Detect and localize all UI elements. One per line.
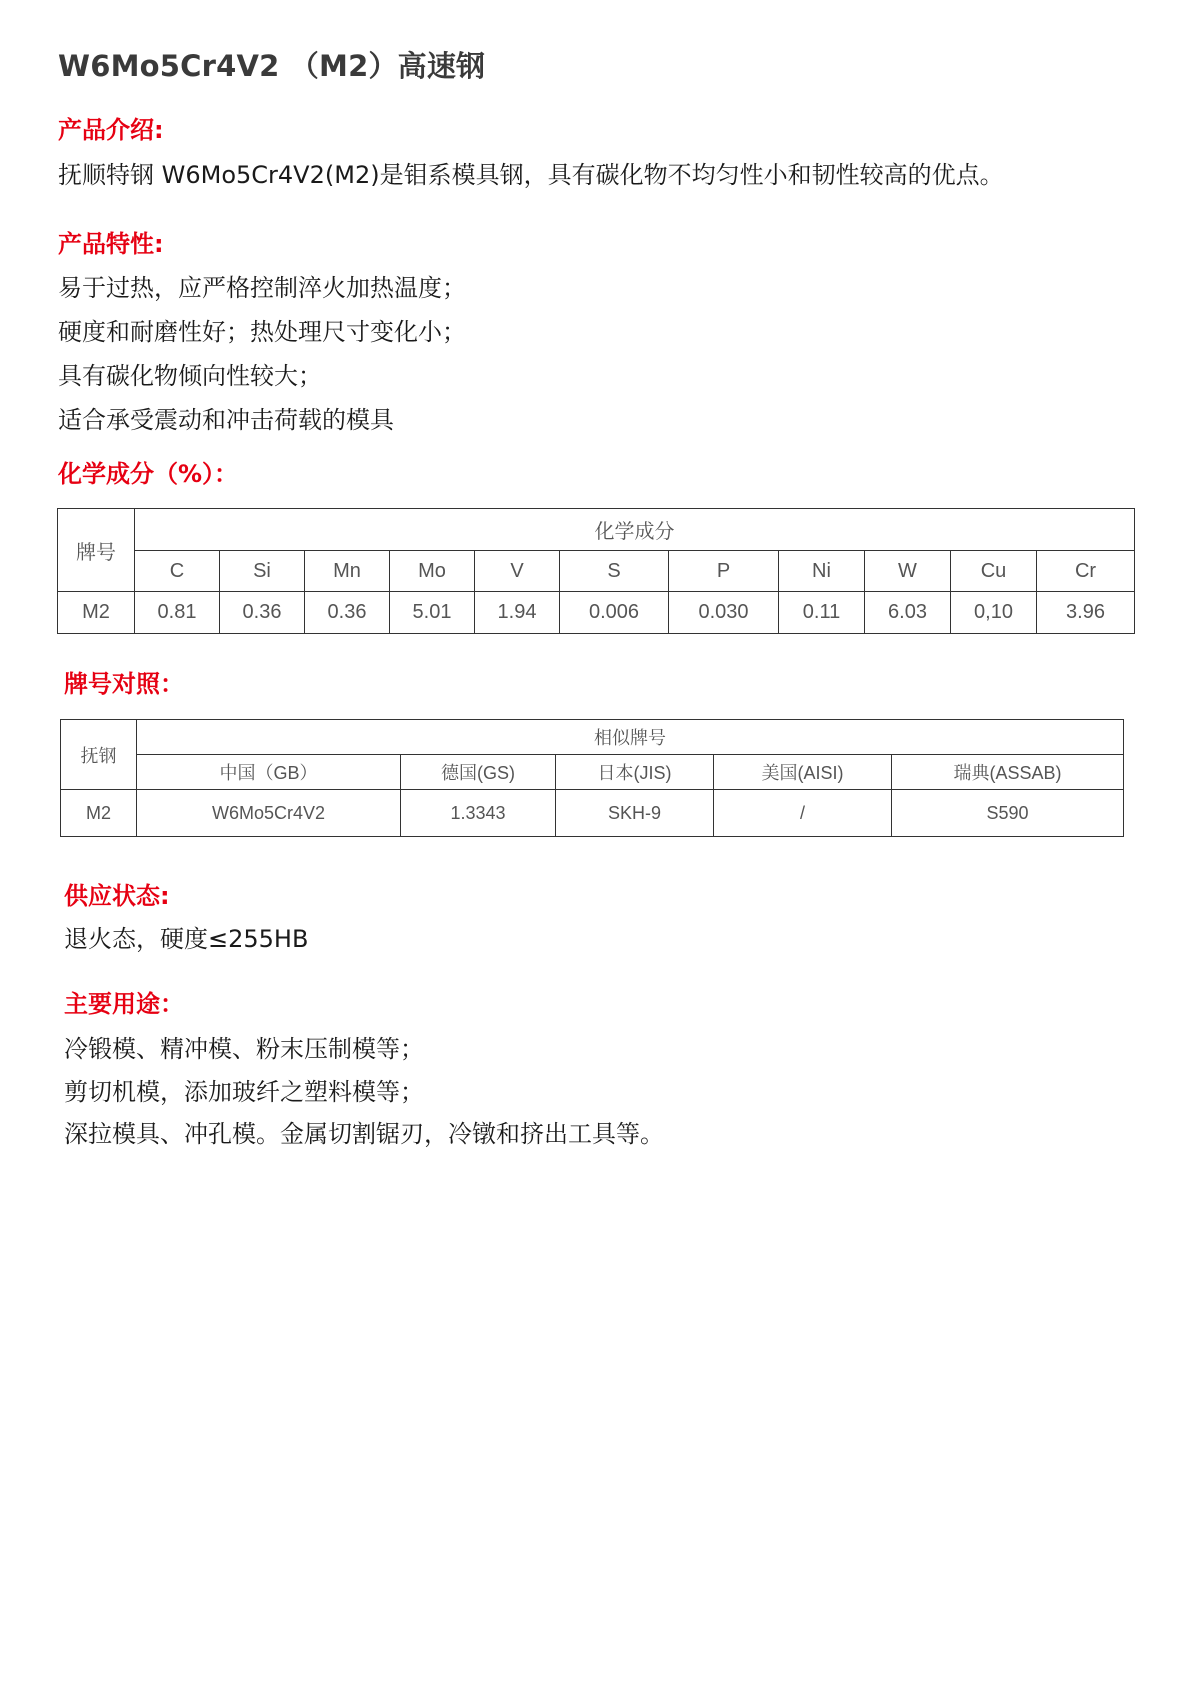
chemistry-heading: 化学成分（%）： <box>58 460 239 488</box>
feature-line: 硬度和耐磨性好；热处理尺寸变化小； <box>58 318 466 346</box>
similar-grades-header: 相似牌号 <box>137 720 1124 755</box>
value-cell: 0.006 <box>560 592 669 634</box>
supply-text: 退火态，硬度≤255HB <box>64 925 309 953</box>
value-cell: 0.11 <box>779 592 865 634</box>
standard-header: 美国(AISI) <box>714 755 892 790</box>
page-title: W6Mo5Cr4V2 （M2）高速钢 <box>58 49 486 83</box>
element-header: Mn <box>305 551 390 592</box>
intro-heading: 产品介绍: <box>58 116 164 144</box>
element-header: S <box>560 551 669 592</box>
element-header: W <box>865 551 951 592</box>
feature-line: 适合承受震动和冲击荷载的模具 <box>58 406 394 434</box>
grade-cell: M2 <box>61 790 137 837</box>
steel-column-header: 抚钢 <box>61 720 137 790</box>
element-header: Mo <box>390 551 475 592</box>
chemistry-group-header: 化学成分 <box>135 509 1135 551</box>
element-header: Si <box>220 551 305 592</box>
value-cell: 6.03 <box>865 592 951 634</box>
value-cell: / <box>714 790 892 837</box>
value-cell: 5.01 <box>390 592 475 634</box>
grade-comparison-table <box>60 719 1124 837</box>
table-row <box>61 790 1124 837</box>
value-cell: W6Mo5Cr4V2 <box>137 790 401 837</box>
element-header: P <box>669 551 779 592</box>
value-cell: 0.81 <box>135 592 220 634</box>
supply-heading: 供应状态: <box>64 882 170 910</box>
feature-line: 易于过热，应严格控制淬火加热温度； <box>58 274 466 302</box>
grades-heading: 牌号对照： <box>64 670 184 698</box>
element-header: Cu <box>951 551 1037 592</box>
element-header: Ni <box>779 551 865 592</box>
element-header: C <box>135 551 220 592</box>
standard-header: 日本(JIS) <box>556 755 714 790</box>
value-cell: S590 <box>892 790 1124 837</box>
use-line: 剪切机模，添加玻纤之塑料模等； <box>64 1078 424 1106</box>
value-cell: 0.36 <box>305 592 390 634</box>
features-heading: 产品特性: <box>58 230 164 258</box>
value-cell: 1.94 <box>475 592 560 634</box>
grade-cell: M2 <box>58 592 135 634</box>
table-row <box>58 592 1135 634</box>
value-cell: SKH-9 <box>556 790 714 837</box>
standard-header: 瑞典(ASSAB) <box>892 755 1124 790</box>
value-cell: 1.3343 <box>401 790 556 837</box>
feature-line: 具有碳化物倾向性较大； <box>58 362 322 390</box>
use-line: 冷锻模、精冲模、粉末压制模等； <box>64 1035 424 1063</box>
value-cell: 3.96 <box>1037 592 1135 634</box>
uses-heading: 主要用途： <box>64 990 184 1018</box>
grade-column-header: 牌号 <box>58 509 135 592</box>
standard-header: 德国(GS) <box>401 755 556 790</box>
element-header: Cr <box>1037 551 1135 592</box>
use-line: 深拉模具、冲孔模。金属切割锯刃，冷镦和挤出工具等。 <box>64 1120 664 1148</box>
value-cell: 0.030 <box>669 592 779 634</box>
value-cell: 0.36 <box>220 592 305 634</box>
element-header: V <box>475 551 560 592</box>
chemical-composition-table <box>57 508 1135 634</box>
standard-header: 中国（GB） <box>137 755 401 790</box>
intro-text: 抚顺特钢 W6Mo5Cr4V2(M2)是钼系模具钢，具有碳化物不均匀性小和韧性较高的优点。 <box>58 161 1004 189</box>
value-cell: 0,10 <box>951 592 1037 634</box>
